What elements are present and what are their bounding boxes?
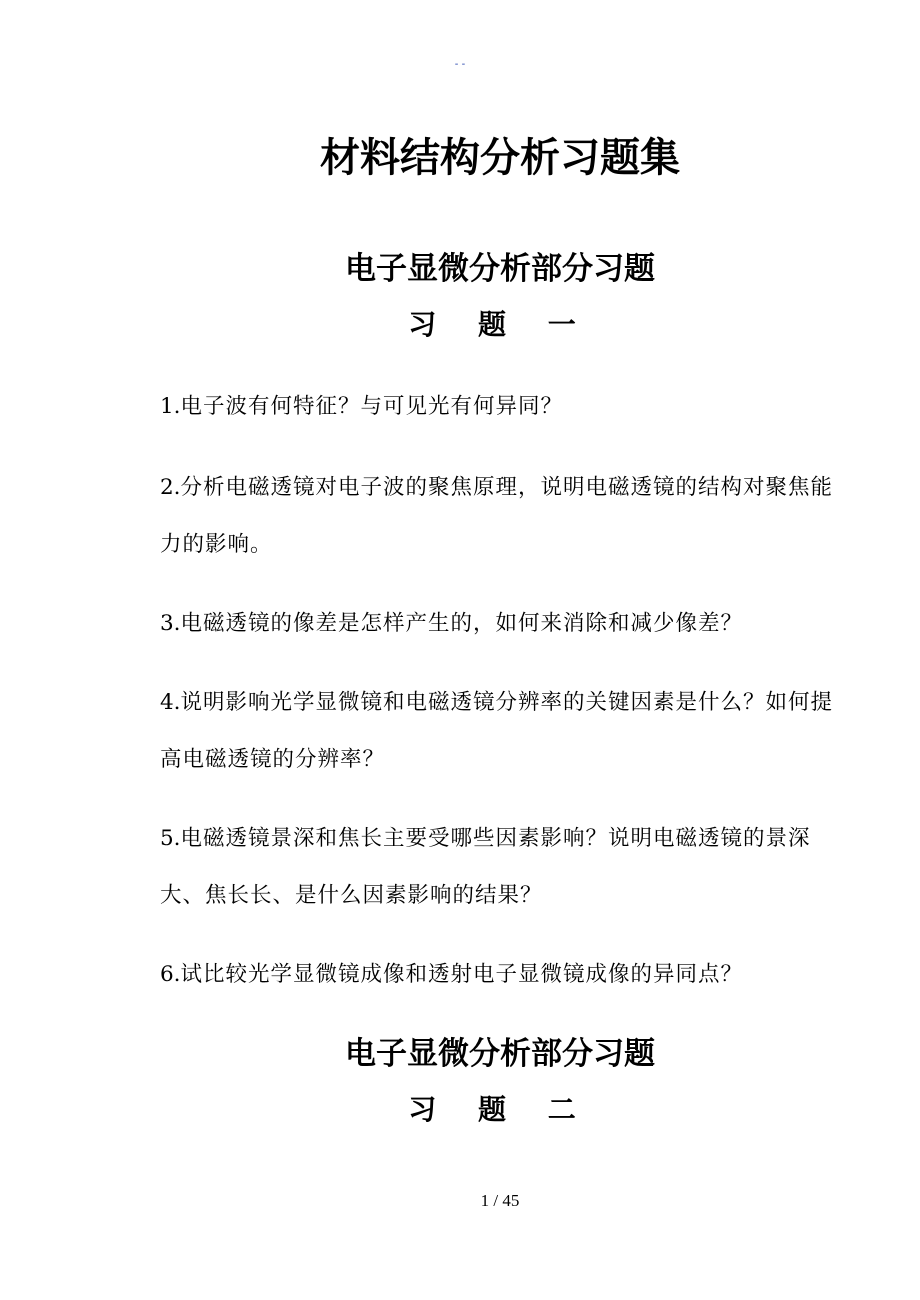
question-4 [160,674,850,788]
section-heading-2: 电子显微分析部分习题 [345,1036,655,1072]
question-number: 2. [160,475,181,500]
question-number: 6. [160,962,181,987]
question-number: 1. [160,394,181,419]
question-text: 分析电磁透镜对电子波的聚焦原理，说明电磁透镜的结构对聚焦能力的影响。 [160,475,834,557]
header-mark: - - [454,59,466,70]
document-title: 材料结构分析习题集 [320,134,680,181]
question-2 [160,459,850,573]
question-text: 试比较光学显微镜成像和透射电子显微镜成像的异同点？ [180,962,744,987]
section-heading-1: 电子显微分析部分习题 [345,251,655,287]
page-number: 1 / 45 [480,1191,520,1210]
question-number: 4. [160,690,181,715]
question-3 [160,595,850,652]
question-number: 5. [160,826,181,851]
question-text: 电磁透镜景深和焦长主要受哪些因素影响？说明电磁透镜的景深大、焦长长、是什么因素影响的结果？ [160,826,811,908]
question-1 [160,378,850,435]
exercise-heading-1: 习 题 一 [408,308,592,341]
question-number: 3. [160,611,181,636]
exercise-heading-2: 习 题 二 [408,1093,592,1126]
question-text: 电磁透镜的像差是怎样产生的，如何来消除和减少像差？ [180,611,744,636]
question-text: 电子波有何特征？与可见光有何异同？ [180,394,564,419]
question-text: 说明影响光学显微镜和电磁透镜分辨率的关键因素是什么？如何提高电磁透镜的分辨率？ [160,690,834,772]
question-5 [160,810,850,924]
question-6 [160,946,850,1003]
